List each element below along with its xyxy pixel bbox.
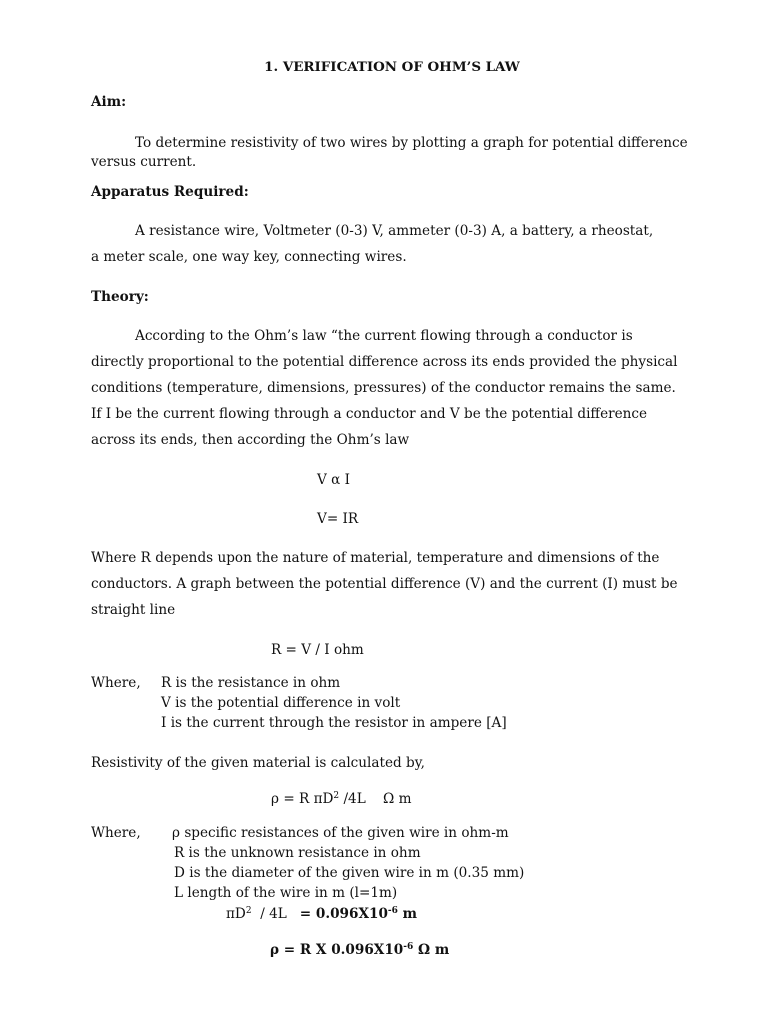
where2-item-length: L length of the wire in m (l=1m) (174, 885, 398, 901)
theory-para2-line-3: straight line (91, 602, 176, 618)
eq5-unit: m (397, 906, 418, 922)
where1-item-voltage: V is the potential difference in volt (161, 695, 401, 711)
equation-resistance: R = V / I ohm (271, 642, 364, 658)
aim-text-line-1: To determine resistivity of two wires by plotting a graph for potential difference (135, 135, 688, 151)
eq5-value: = 0.096X10 (299, 906, 388, 922)
aim-text-line-2: versus current. (91, 154, 197, 170)
eq6-exponent: -6 (403, 942, 414, 952)
eq5-main: πD (226, 906, 246, 922)
equation-ohms-law: V= IR (317, 511, 359, 527)
eq4-tail: /4L Ω m (339, 791, 412, 807)
where1-item-resistance: R is the resistance in ohm (161, 675, 341, 691)
theory-text-line-3: conditions (temperature, dimensions, pressures) of the conductor remains the same. (91, 380, 676, 396)
where1-item-current: I is the current through the resistor in ampere [A] (161, 715, 507, 731)
aim-heading: Aim: (91, 94, 127, 110)
where2-item-resistance: R is the unknown resistance in ohm (174, 845, 421, 861)
eq5-value-exponent: -6 (387, 906, 398, 916)
where-label-1: Where, (91, 675, 141, 691)
apparatus-text-line-1: A resistance wire, Voltmeter (0-3) V, ammeter (0-3) A, a battery, a rheostat, (135, 223, 654, 239)
eq4-main: ρ = R πD (271, 791, 334, 807)
theory-para2-line-2: conductors. A graph between the potential difference (V) and the current (I) must be (91, 576, 678, 592)
theory-para2-line-1: Where R depends upon the nature of material, temperature and dimensions of the (91, 550, 660, 566)
equation-constant (226, 905, 417, 923)
page-title: 1. VERIFICATION OF OHM’S LAW (264, 59, 520, 75)
equation-final-resistivity (270, 941, 449, 959)
eq5-mid: / 4L (251, 906, 300, 922)
theory-text-line-4: If I be the current flowing through a conductor and V be the potential difference (91, 406, 648, 422)
resistivity-intro: Resistivity of the given material is calculated by, (91, 755, 425, 771)
equation-resistivity (271, 790, 412, 808)
equation-proportionality: V α I (317, 472, 351, 488)
theory-text-line-1: According to the Ohm’s law “the current flowing through a conductor is (135, 328, 633, 344)
where2-item-diameter: D is the diameter of the given wire in m (0.35 mm) (174, 865, 525, 881)
where2-item-rho: ρ specific resistances of the given wire in ohm-m (172, 825, 509, 841)
eq6-unit: Ω m (413, 942, 450, 958)
apparatus-heading: Apparatus Required: (91, 184, 249, 200)
theory-text-line-5: across its ends, then according the Ohm’s law (91, 432, 410, 448)
theory-heading: Theory: (91, 289, 149, 305)
where-label-2: Where, (91, 825, 141, 841)
eq4-exponent: 2 (333, 791, 340, 801)
apparatus-text-line-2: a meter scale, one way key, connecting wires. (91, 249, 407, 265)
eq5-exponent: 2 (245, 906, 252, 916)
eq6-main: ρ = R X 0.096X10 (270, 942, 404, 958)
theory-text-line-2: directly proportional to the potential difference across its ends provided the physical (91, 354, 678, 370)
